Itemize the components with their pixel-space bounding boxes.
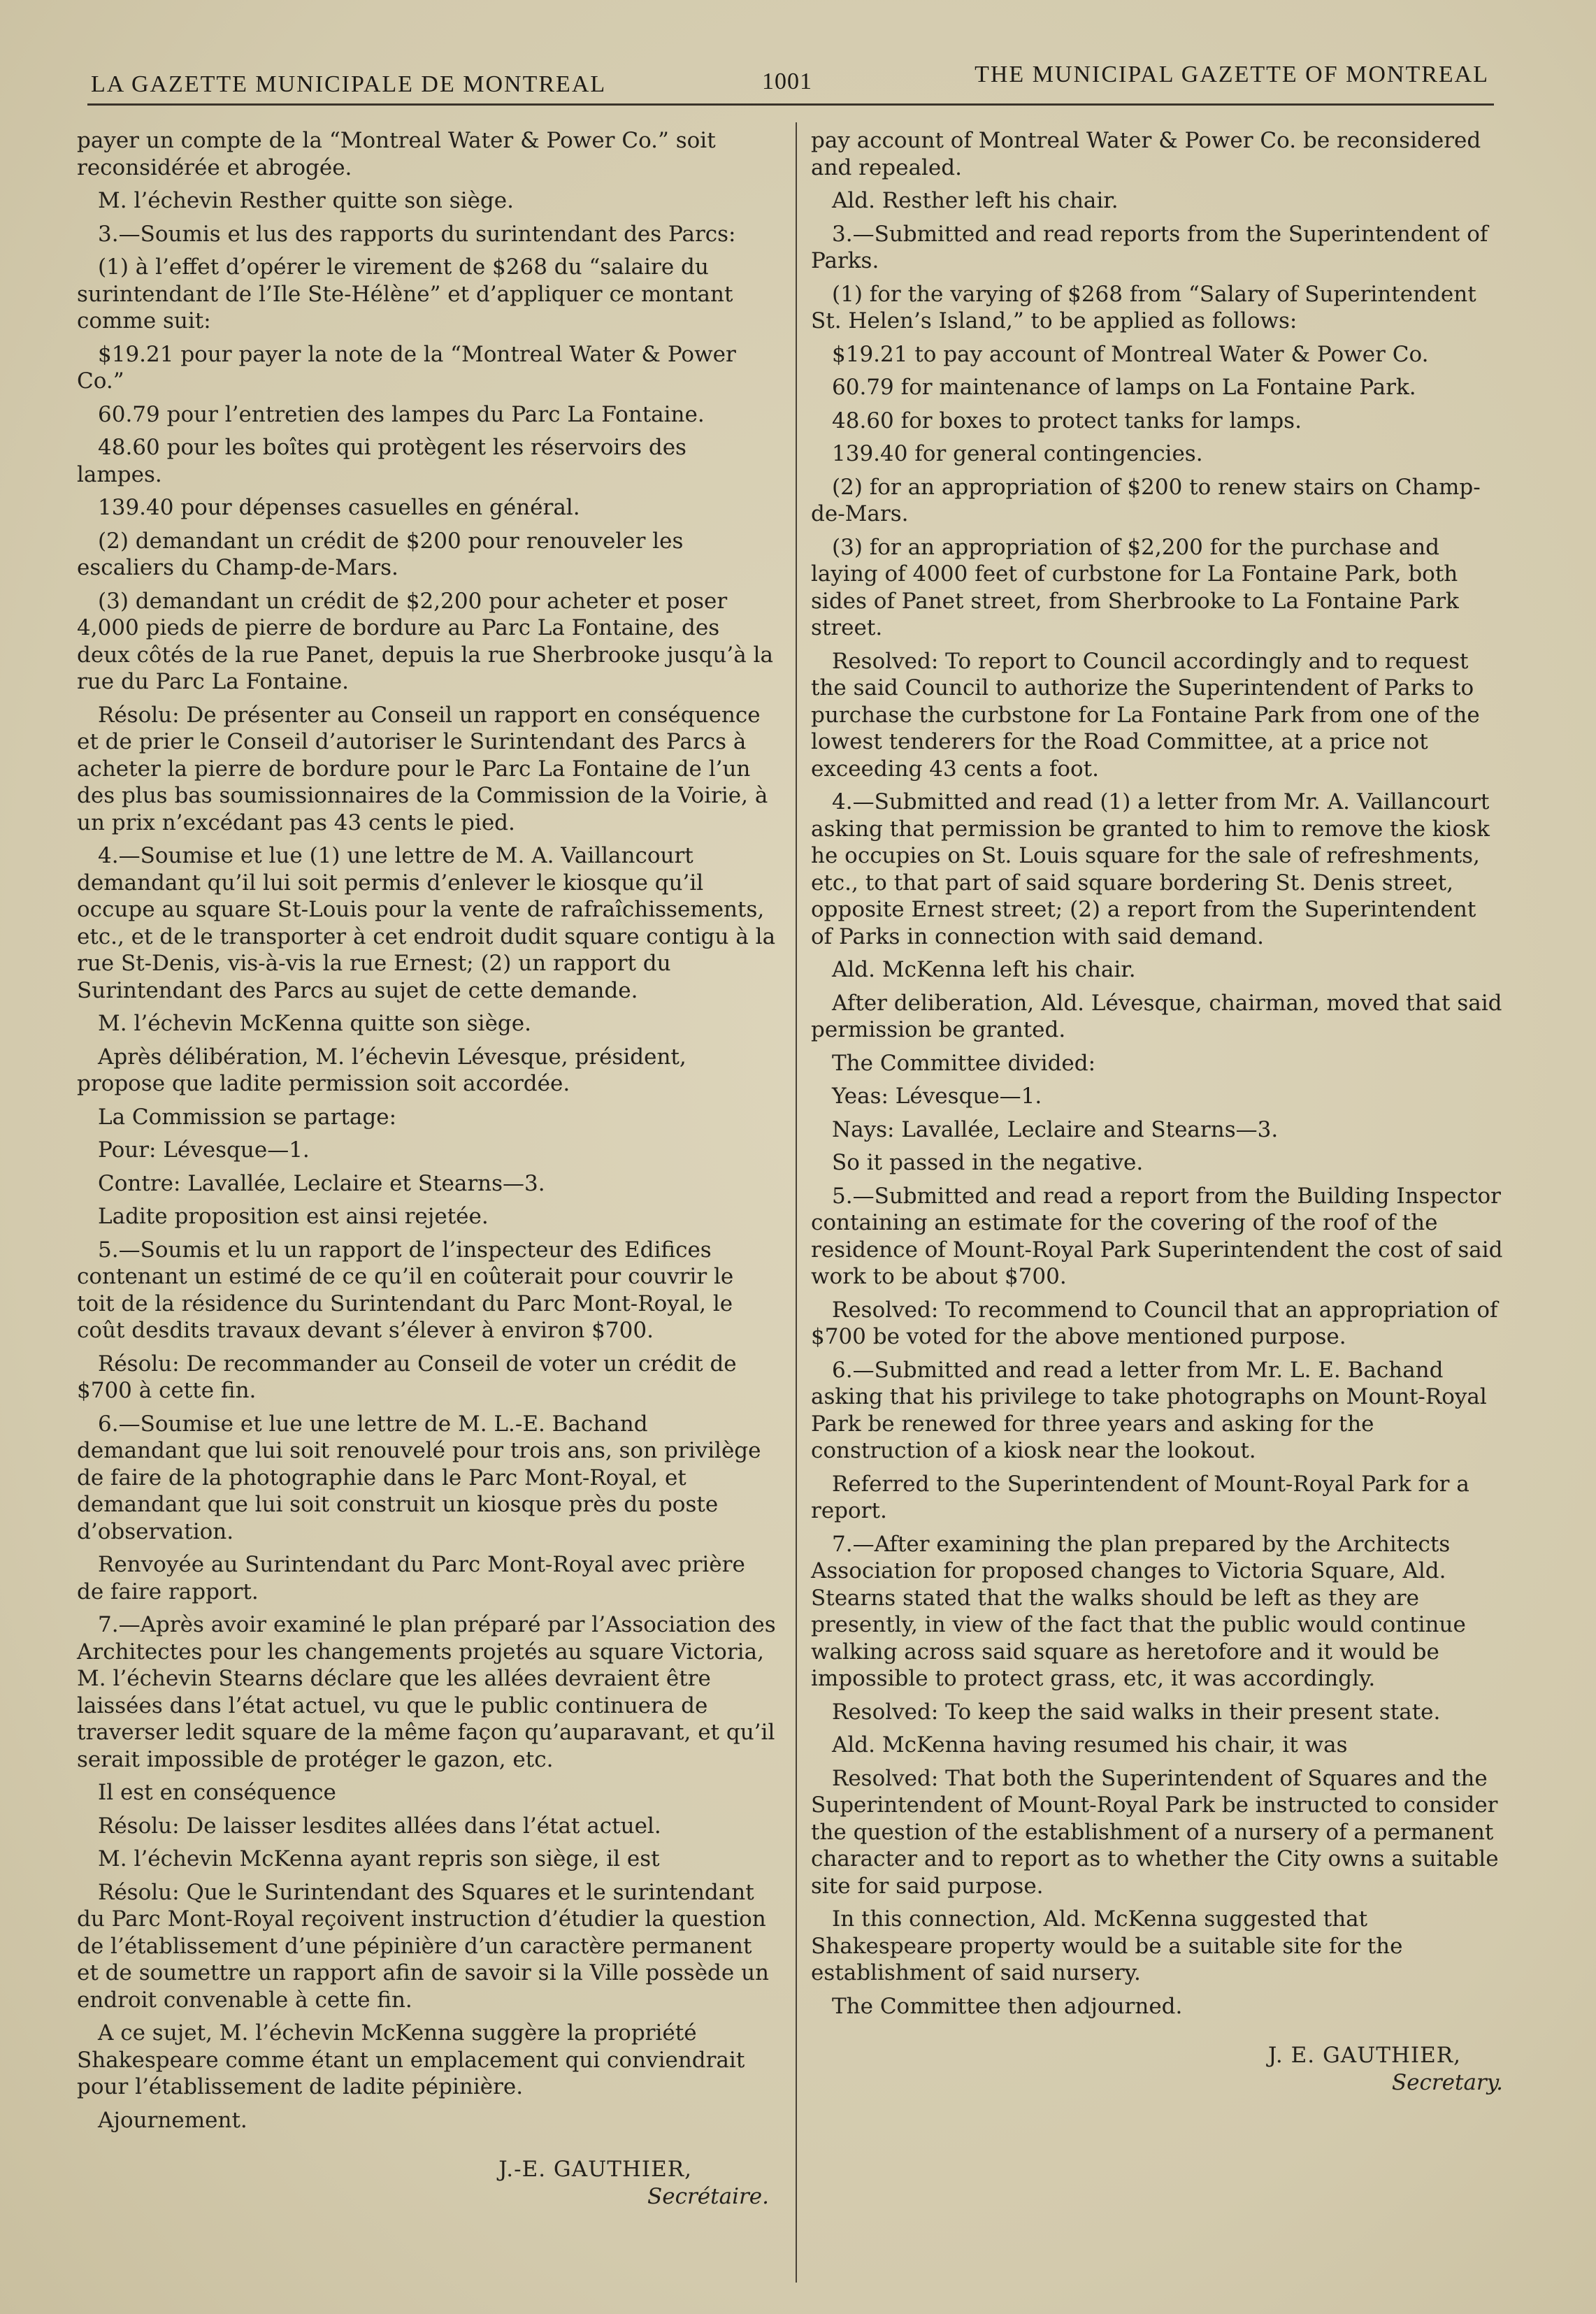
english-paragraph: The Committee then adjourned. [832,1993,1183,2019]
french-paragraph: 3.—Soumis et lus des rapports du surintendant des Parcs: [98,221,736,247]
english-paragraph: 4.—Submitted and read (1) a letter from Mr. A. Vaillancourt asking that permission be granted to him to remove the kiosk he occupies on St. Louis square for the sale of refreshments, etc., to that part of said square bordering St. Denis street, opposite Ernest street; (2) a report from the Superintendent of Parks in connection with said demand. [811,789,1490,949]
english-paragraph: Resolved: To keep the said walks in their present state. [832,1699,1441,1725]
french-paragraph: (3) demandant un crédit de $2,200 pour acheter et poser 4,000 pieds de pierre de bordure au Parc La Fontaine, des deux côtés de la rue Panet, depuis la rue Sherbrooke jusqu’à la rue du Parc La Fontaine. [77,588,773,694]
english-paragraph: (3) for an appropriation of $2,200 for the purchase and laying of 4000 feet of curbstone for La Fontaine Park, both sides of Panet street, from Sherbrooke to La Fontaine Park street. [811,534,1459,640]
english-paragraph: Resolved: That both the Superintendent of Squares and the Superintendent of Mount-Royal Park be instructed to consider the question of the establishment of a nursery of a permanent character and to report as to whether the City owns a suitable site for said purpose. [811,1765,1499,1899]
french-paragraph: Il est en conséquence [98,1780,336,1805]
english-paragraph: 48.60 for boxes to protect tanks for lamps. [832,408,1302,433]
french-paragraphs [77,127,776,2134]
english-paragraph: Yeas: Lévesque—1. [832,1084,1042,1109]
english-signature [811,2042,1503,2096]
english-paragraph: In this connection, Ald. McKenna suggested that Shakespeare property would be a suitable site for the establishment of said nursery. [811,1906,1403,1985]
french-paragraph: Ladite proposition est ainsi rejetée. [98,1204,489,1229]
english-paragraph: 139.40 for general contingencies. [832,441,1203,466]
english-paragraph: (2) for an appropriation of $200 to renew stairs on Champ-de-Mars. [811,474,1481,526]
french-paragraph: La Commission se partage: [98,1104,397,1130]
french-paragraph: M. l’échevin Resther quitte son siège. [98,188,514,213]
english-paragraph: 60.79 for maintenance of lamps on La Fontaine Park. [832,375,1416,400]
french-paragraph: (2) demandant un crédit de $200 pour renouveler les escaliers du Champ-de-Mars. [77,528,684,580]
english-signature-name: J. E. GAUTHIER, [1267,2043,1461,2068]
header-rule [87,103,1494,106]
french-paragraph: 48.60 pour les boîtes qui protègent les réservoirs des lampes. [77,435,686,487]
english-column [811,127,1503,2096]
english-paragraph: $19.21 to pay account of Montreal Water & Power Co. [832,341,1429,367]
french-paragraph: (1) à l’effet d’opérer le virement de $268 du “salaire du surintendant de l’Ile Ste-Hélène” et d’appliquer ce montant comme suit: [77,254,733,333]
french-paragraph: M. l’échevin McKenna ayant repris son siège, il est [98,1846,660,1871]
french-paragraph: 60.79 pour l’entretien des lampes du Parc La Fontaine. [98,401,705,427]
english-paragraph: pay account of Montreal Water & Power Co. be reconsidered and repealed. [811,128,1481,180]
english-paragraph: 5.—Submitted and read a report from the Building Inspector containing an estimate for the covering of the roof of the residence of Mount-Royal Park Superintendent the cost of said work to be about $700. [811,1183,1503,1289]
english-paragraph: Referred to the Superintendent of Mount-Royal Park for a report. [811,1471,1469,1523]
french-paragraph: 6.—Soumise et lue une lettre de M. L.-E. Bachand demandant que lui soit renouvelé pour trois ans, son privilège de faire de la photographie dans le Parc Mont-Royal, et demandant que lui soit construit un kiosque près du poste d’observation. [77,1411,761,1544]
english-paragraph: So it passed in the negative. [832,1150,1144,1175]
french-signature-title: Secrétaire. [647,2183,769,2209]
french-paragraph: 139.40 pour dépenses casuelles en général. [98,495,580,520]
english-signature-title: Secretary. [1391,2069,1503,2095]
column-divider [796,122,797,2283]
english-paragraph: After deliberation, Ald. Lévesque, chairman, moved that said permission be granted. [811,990,1502,1042]
english-paragraph: Ald. McKenna having resumed his chair, it was [832,1732,1348,1758]
french-paragraph: Résolu: Que le Surintendant des Squares et le surintendant du Parc Mont-Royal reçoivent instruction d’étudier la question de l’établissement d’une pépinière d’un caractère permanent et de soumettre un rapport afin de savoir si la Ville possède un endroit convenable à cette fin. [77,1879,770,2013]
english-paragraph: The Committee divided: [832,1050,1096,1076]
header-french-title: LA GAZETTE MUNICIPALE DE MONTREAL [91,71,607,97]
french-paragraph: M. l’échevin McKenna quitte son siège. [98,1011,531,1036]
french-paragraph: Après délibération, M. l’échevin Lévesque, président, propose que ladite permission soit accordée. [77,1044,686,1096]
english-paragraph: Ald. McKenna left his chair. [832,957,1136,982]
english-paragraph: Ald. Resther left his chair. [832,188,1119,213]
french-paragraph: Résolu: De recommander au Conseil de voter un crédit de $700 à cette fin. [77,1351,737,1403]
french-paragraph: Ajournement. [98,2107,247,2133]
french-paragraph: Renvoyée au Surintendant du Parc Mont-Royal avec prière de faire rapport. [77,1552,745,1604]
french-paragraph: Pour: Lévesque—1. [98,1137,310,1163]
french-paragraph: $19.21 pour payer la note de la “Montreal Water & Power Co.” [77,341,736,394]
english-paragraph: Nays: Lavallée, Leclaire and Stearns—3. [832,1116,1279,1142]
header-english-title: THE MUNICIPAL GAZETTE OF MONTREAL [975,62,1489,87]
english-paragraph: 7.—After examining the plan prepared by the Architects Association for proposed changes to Victoria Square, Ald. Stearns stated that the walks should be left as they are presently, in view of the fact that the public would continue walking across said square as heretofore and it would be impossible to protect grass, etc, it was accordingly. [811,1531,1466,1691]
english-paragraph: (1) for the varying of $268 from “Salary of Superintendent St. Helen’s Island,” to be applied as follows: [811,281,1476,333]
french-paragraph: 7.—Après avoir examiné le plan préparé par l’Association des Architectes pour les changements projetés au square Victoria, M. l’échevin Stearns déclare que les allées devraient être laissées dans l’état actuel, vu que le public continuera de traverser ledit square de la même façon qu’auparavant, et qu’il serait impossible de protéger le gazon, etc. [77,1612,776,1772]
english-paragraph: Resolved: To report to Council accordingly and to request the said Council to authorize the Superintendent of Parks to purchase the curbstone for La Fontaine Park from one of the lowest tenderers for the Road Committee, at a price not exceeding 43 cents a foot. [811,648,1480,782]
french-signature-name: J.-E. GAUTHIER, [498,2157,692,2182]
french-signature [77,2156,776,2210]
english-paragraph: 6.—Submitted and read a letter from Mr. L. E. Bachand asking that his privilege to take photographs on Mount-Royal Park be renewed for three years and asking for the construction of a kiosk near the lookout. [811,1357,1487,1463]
french-paragraph: Contre: Lavallée, Leclaire et Stearns—3. [98,1170,545,1196]
english-paragraph: Resolved: To recommend to Council that an appropriation of $700 be voted for the above mentioned purpose. [811,1297,1498,1349]
page-number: 1001 [762,69,812,94]
french-paragraph: Résolu: De présenter au Conseil un rapport en conséquence et de prier le Conseil d’autoriser le Surintendant des Parcs à acheter la pierre de bordure pour le Parc La Fontaine de l’un des plus bas soumissionnaires de la Commission de la Voirie, à un prix n’excédant pas 43 cents le pied. [77,702,768,835]
french-paragraph: payer un compte de la “Montreal Water & Power Co.” soit reconsidérée et abrogée. [77,128,716,180]
french-column [77,127,776,2210]
french-paragraph: Résolu: De laisser lesdites allées dans l’état actuel. [98,1813,661,1839]
french-paragraph: 5.—Soumis et lu un rapport de l’inspecteur des Edifices contenant un estimé de ce qu’il en coûterait pour couvrir le toit de la résidence du Surintendant du Parc Mont-Royal, le coût desdits travaux devant s’élever à environ $700. [77,1237,734,1343]
french-paragraph: A ce sujet, M. l’échevin McKenna suggère la propriété Shakespeare comme étant un emplacement qui conviendrait pour l’établissement de ladite pépinière. [77,2020,745,2099]
english-paragraphs [811,127,1503,2020]
english-paragraph: 3.—Submitted and read reports from the Superintendent of Parks. [811,221,1488,273]
french-paragraph: 4.—Soumise et lue (1) une lettre de M. A. Vaillancourt demandant qu’il lui soit permis d’enlever le kiosque qu’il occupe au square St-Louis pour la vente de rafraîchissements, etc., et de le transporter à cet endroit dudit square contigu à la rue St-Denis, vis-à-vis la rue Ernest; (2) un rapport du Surintendant des Parcs au sujet de cette demande. [77,843,776,1003]
